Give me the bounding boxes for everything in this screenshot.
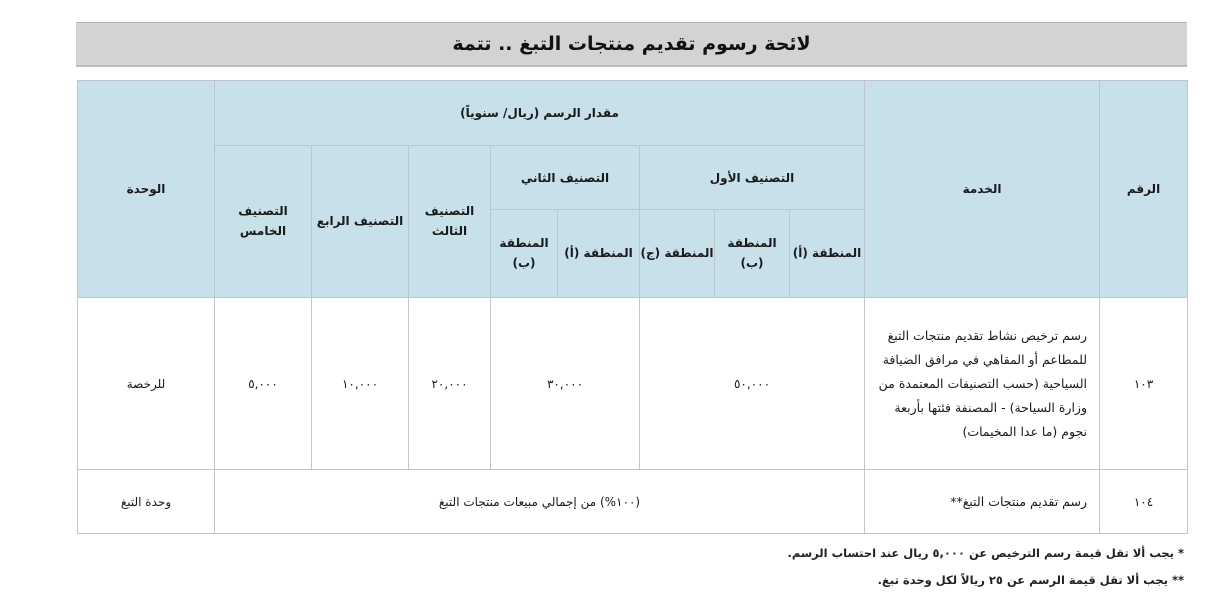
header-class-2: التصنيف الثاني <box>491 146 640 210</box>
footnote-1: * يجب ألا تقل قيمة رسم الترخيص عن ٥,٠٠٠ ريال عند احتساب الرسم. <box>787 546 1184 560</box>
row-class5-fee: ٥,٠٠٠ <box>215 298 312 470</box>
footnotes <box>84 543 1184 597</box>
row-class2-fee: ٣٠,٠٠٠ <box>491 298 640 470</box>
header-class-1: التصنيف الأول <box>640 146 865 210</box>
header-fee-amount: مقدار الرسم (ريال/ سنوياً) <box>215 81 865 146</box>
row-class4-fee: ١٠,٠٠٠ <box>312 298 409 470</box>
header-unit: الوحدة <box>78 81 215 298</box>
header-class2-zone-a: المنطقة (أ) <box>558 210 640 298</box>
header-class-3: التصنيف الثالث <box>409 146 491 298</box>
header-class2-zone-b: المنطقة (ب) <box>491 210 558 298</box>
row-service: رسم ترخيص نشاط تقديم منتجات التبغ للمطاعم أو المقاهي في مرافق الضيافة السياحية (حسب التصنيفات المعتمدة من وزارة السياحة) - المصنفة فئتها بأربعة نجوم (ما عدا المخيمات) <box>865 298 1100 470</box>
row-class3-fee: ٢٠,٠٠٠ <box>409 298 491 470</box>
table-row <box>78 470 1188 534</box>
header-class1-zone-a: المنطقة (أ) <box>790 210 865 298</box>
table-row <box>78 298 1188 470</box>
header-service: الخدمة <box>865 81 1100 298</box>
footnote-2: ** يجب ألا تقل قيمة الرسم عن ٢٥ ريالاً لكل وحدة تبغ. <box>877 573 1184 587</box>
header-class1-zone-b: المنطقة (ب) <box>715 210 790 298</box>
row-number: ١٠٣ <box>1100 298 1188 470</box>
header-class-5: التصنيف الخامس <box>215 146 312 298</box>
header-number: الرقم <box>1100 81 1188 298</box>
row-class1-fee: ٥٠,٠٠٠ <box>640 298 865 470</box>
fees-table <box>77 80 1188 534</box>
header-class-4: التصنيف الرابع <box>312 146 409 298</box>
row-service: رسم تقديم منتجات التبغ** <box>865 470 1100 534</box>
row-fee-percentage: (١٠٠%) من إجمالي مبيعات منتجات التبغ <box>215 470 865 534</box>
page-title-bar <box>76 22 1187 67</box>
header-class1-zone-c: المنطقة (ج) <box>640 210 715 298</box>
row-unit: للرخصة <box>78 298 215 470</box>
row-unit: وحدة التبغ <box>78 470 215 534</box>
page-title: لائحة رسوم تقديم منتجات التبغ .. تتمة <box>452 33 811 55</box>
row-number: ١٠٤ <box>1100 470 1188 534</box>
